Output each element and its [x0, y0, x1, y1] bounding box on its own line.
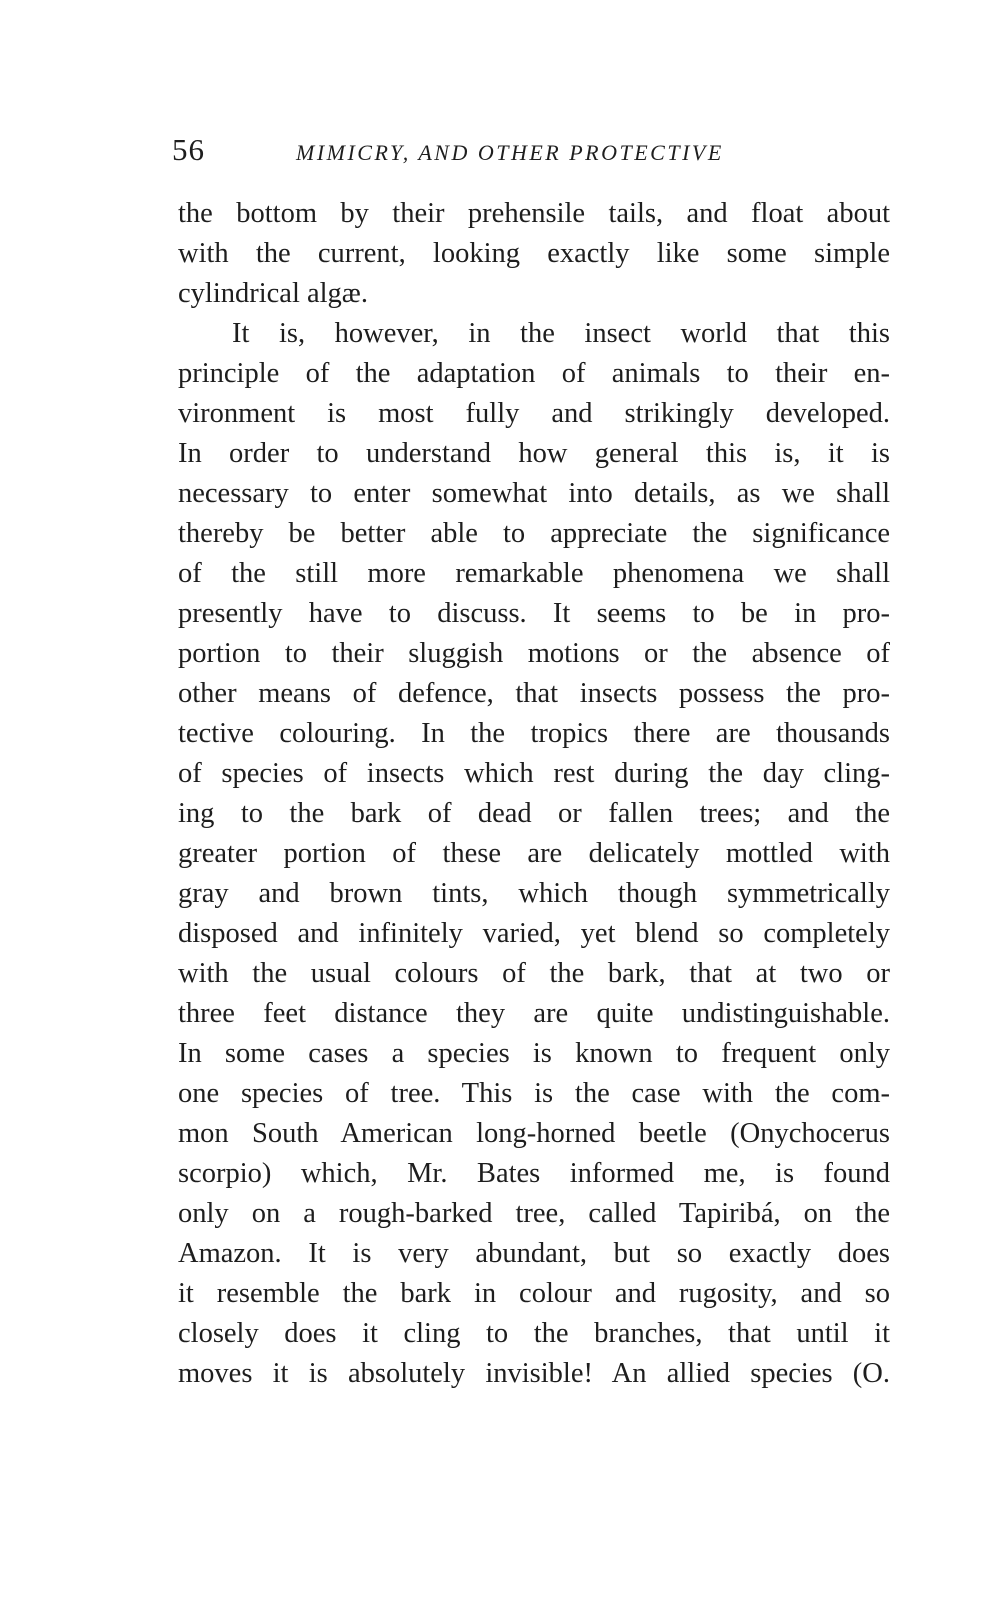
text-line: of the still more remarkable phenomena we shall — [178, 558, 890, 589]
text-line: It is, however, in the insect world that this — [232, 318, 890, 349]
text-line: scorpio) which, Mr. Bates informed me, is found — [178, 1158, 890, 1189]
text-line: mon South American long-horned beetle (Onychocerus — [178, 1118, 890, 1149]
text-line: In some cases a species is known to frequent only — [178, 1038, 890, 1069]
text-line: presently have to discuss. It seems to be in pro- — [178, 598, 890, 629]
text-line: vironment is most fully and strikingly developed. — [178, 398, 890, 429]
text-line: thereby be better able to appreciate the significance — [178, 518, 890, 549]
text-line: it resemble the bark in colour and rugosity, and so — [178, 1278, 890, 1309]
text-line: tective colouring. In the tropics there are thousands — [178, 718, 890, 749]
text-line: three feet distance they are quite undistinguishable. — [178, 998, 890, 1029]
text-line: moves it is absolutely invisible! An allied species (O. — [178, 1358, 890, 1389]
text-line: disposed and infinitely varied, yet blend so completely — [178, 918, 890, 949]
body-text — [178, 194, 890, 1394]
text-line: portion to their sluggish motions or the absence of — [178, 638, 890, 669]
text-line: with the usual colours of the bark, that at two or — [178, 958, 890, 989]
page-header — [172, 132, 792, 172]
text-line: one species of tree. This is the case with the com- — [178, 1078, 890, 1109]
text-line: closely does it cling to the branches, that until it — [178, 1318, 890, 1349]
text-line: gray and brown tints, which though symmetrically — [178, 878, 890, 909]
text-line: of species of insects which rest during the day cling- — [178, 758, 890, 789]
page-number: 56 — [172, 132, 205, 167]
text-line: cylindrical algæ. — [178, 278, 368, 309]
text-line: Amazon. It is very abundant, but so exactly does — [178, 1238, 890, 1269]
text-line: with the current, looking exactly like some simple — [178, 238, 890, 269]
running-title: MIMICRY, AND OTHER PROTECTIVE — [296, 140, 724, 165]
text-line: other means of defence, that insects possess the pro- — [178, 678, 890, 709]
text-line: In order to understand how general this is, it is — [178, 438, 890, 469]
text-line: principle of the adaptation of animals to their en- — [178, 358, 890, 389]
text-line: necessary to enter somewhat into details, as we shall — [178, 478, 890, 509]
text-line: the bottom by their prehensile tails, and float about — [178, 198, 890, 229]
text-line: only on a rough-barked tree, called Tapiribá, on the — [178, 1198, 890, 1229]
text-line: ing to the bark of dead or fallen trees; and the — [178, 798, 890, 829]
text-line: greater portion of these are delicately mottled with — [178, 838, 890, 869]
